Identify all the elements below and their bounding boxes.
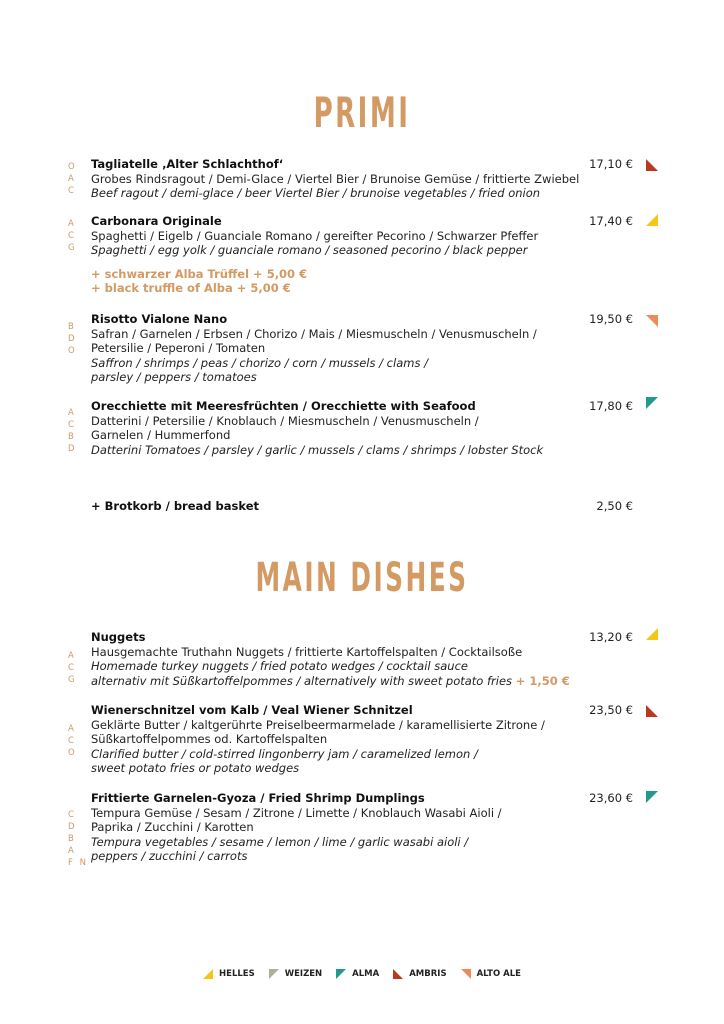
dish-extra-de: + schwarzer Alba Trüffel + 5,00 € — [91, 266, 308, 281]
ambris-beer-icon — [393, 969, 403, 979]
weizen-beer-icon — [269, 969, 279, 979]
allergen-codes: O A C — [68, 162, 77, 196]
dish-description-de: Tempura Gemüse / Sesam / Zitrone / Limette / Knoblauch Wasabi Aioli / — [91, 805, 502, 820]
alma-beer-icon — [646, 791, 658, 803]
alto-ale-beer-icon — [646, 315, 658, 327]
addon-label: + Brotkorb / bread basket — [91, 499, 259, 513]
ambris-beer-icon — [646, 159, 658, 171]
dish-description-en: Clarified butter / cold-stirred lingonberry jam / caramelized lemon / — [91, 746, 478, 761]
dish-name: Tagliatelle ‚Alter Schlachthof‘ — [91, 157, 284, 171]
allergen-codes: C D B A F N — [68, 810, 88, 868]
dish-description-de: Süßkartoffelpommes od. Kartoffelspalten — [91, 732, 328, 747]
dish-extra-en: + black truffle of Alba + 5,00 € — [91, 281, 291, 296]
dish-description-en: parsley / peppers / tomatoes — [91, 370, 257, 385]
dish-price: 17,10 € — [589, 157, 633, 171]
dish-name: Frittierte Garnelen-Gyoza / Fried Shrimp Dumplings — [91, 791, 425, 805]
helles-beer-icon — [646, 214, 658, 226]
allergen-codes: B D O — [68, 322, 77, 356]
dish-extra-price: + 1,50 € — [515, 673, 570, 688]
allergen-codes: A C O — [68, 724, 77, 758]
dish-description-de: Geklärte Butter / kaltgerührte Preiselbeermarmelade / karamellisierte Zitrone / — [91, 717, 545, 732]
allergen-codes: A C B D — [68, 408, 77, 454]
dish-price: 19,50 € — [589, 312, 633, 326]
alma-beer-icon — [336, 969, 346, 979]
legend-weizen: WEIZEN — [269, 969, 322, 979]
dish-description-de: Grobes Rindsragout / Demi-Glace / Viertel Bier / Brunoise Gemüse / frittierte Zwiebel — [91, 171, 580, 186]
section-title-primi: PRIMI — [313, 88, 411, 137]
dish-description-de: Spaghetti / Eigelb / Guanciale Romano / gereifter Pecorino / Schwarzer Pfeffer — [91, 228, 539, 243]
dish-price: 17,80 € — [589, 399, 633, 413]
dish-price: 13,20 € — [589, 630, 633, 644]
beer-legend — [0, 969, 724, 979]
alto-ale-beer-icon — [461, 969, 471, 979]
dish-description-en: sweet potato fries or potato wedges — [91, 761, 300, 776]
dish-description-de: Hausgemachte Truthahn Nuggets / frittierte Kartoffelspalten / Cocktailsoße — [91, 644, 523, 659]
dish-name: Wienerschnitzel vom Kalb / Veal Wiener Schnitzel — [91, 703, 413, 717]
dish-description-de: Petersilie / Peperoni / Tomaten — [91, 341, 266, 356]
dish-description-de: Garnelen / Hummerfond — [91, 428, 231, 443]
dish-description-en: Tempura vegetables / sesame / lemon / lime / garlic wasabi aioli / — [91, 834, 469, 849]
dish-description-en: Spaghetti / egg yolk / guanciale romano / seasoned pecorino / black pepper — [91, 243, 528, 258]
dish-description-en: Saffron / shrimps / peas / chorizo / corn / mussels / clams / — [91, 355, 428, 370]
ambris-beer-icon — [646, 705, 658, 717]
dish-name: Nuggets — [91, 630, 146, 644]
dish-description-en: alternativ mit Süßkartoffelpommes / alternatively with sweet potato fries — [91, 673, 513, 688]
dish-description-de: Datterini / Petersilie / Knoblauch / Miesmuscheln / Venusmuscheln / — [91, 413, 479, 428]
helles-beer-icon — [646, 628, 658, 640]
dish-description-de: Safran / Garnelen / Erbsen / Chorizo / Mais / Miesmuscheln / Venusmuscheln / — [91, 326, 537, 341]
alma-beer-icon — [646, 397, 658, 409]
dish-name: Carbonara Originale — [91, 214, 222, 228]
dish-price: 23,50 € — [589, 703, 633, 717]
legend-alto-ale: ALTO ALE — [461, 969, 521, 979]
legend-helles: HELLES — [203, 969, 255, 979]
dish-price: 17,40 € — [589, 214, 633, 228]
addon-price: 2,50 € — [596, 499, 633, 513]
dish-price: 23,60 € — [589, 791, 633, 805]
allergen-codes: A C G — [68, 651, 77, 685]
dish-description-en: Beef ragout / demi-glace / beer Viertel Bier / brunoise vegetables / fried onion — [91, 186, 541, 201]
dish-description-en: peppers / zucchini / carrots — [91, 849, 248, 864]
helles-beer-icon — [203, 969, 213, 979]
allergen-codes: A C G — [68, 219, 77, 253]
legend-alma: ALMA — [336, 969, 379, 979]
dish-name: Orecchiette mit Meeresfrüchten / Orecchiette with Seafood — [91, 399, 476, 413]
section-title-main-dishes: MAIN DISHES — [255, 555, 469, 601]
dish-name: Risotto Vialone Nano — [91, 312, 228, 326]
dish-description-de: Paprika / Zucchini / Karotten — [91, 820, 254, 835]
legend-ambris: AMBRIS — [393, 969, 446, 979]
dish-description-en: Homemade turkey nuggets / fried potato wedges / cocktail sauce — [91, 659, 468, 674]
dish-description-en: Datterini Tomatoes / parsley / garlic / mussels / clams / shrimps / lobster Stock — [91, 442, 544, 457]
